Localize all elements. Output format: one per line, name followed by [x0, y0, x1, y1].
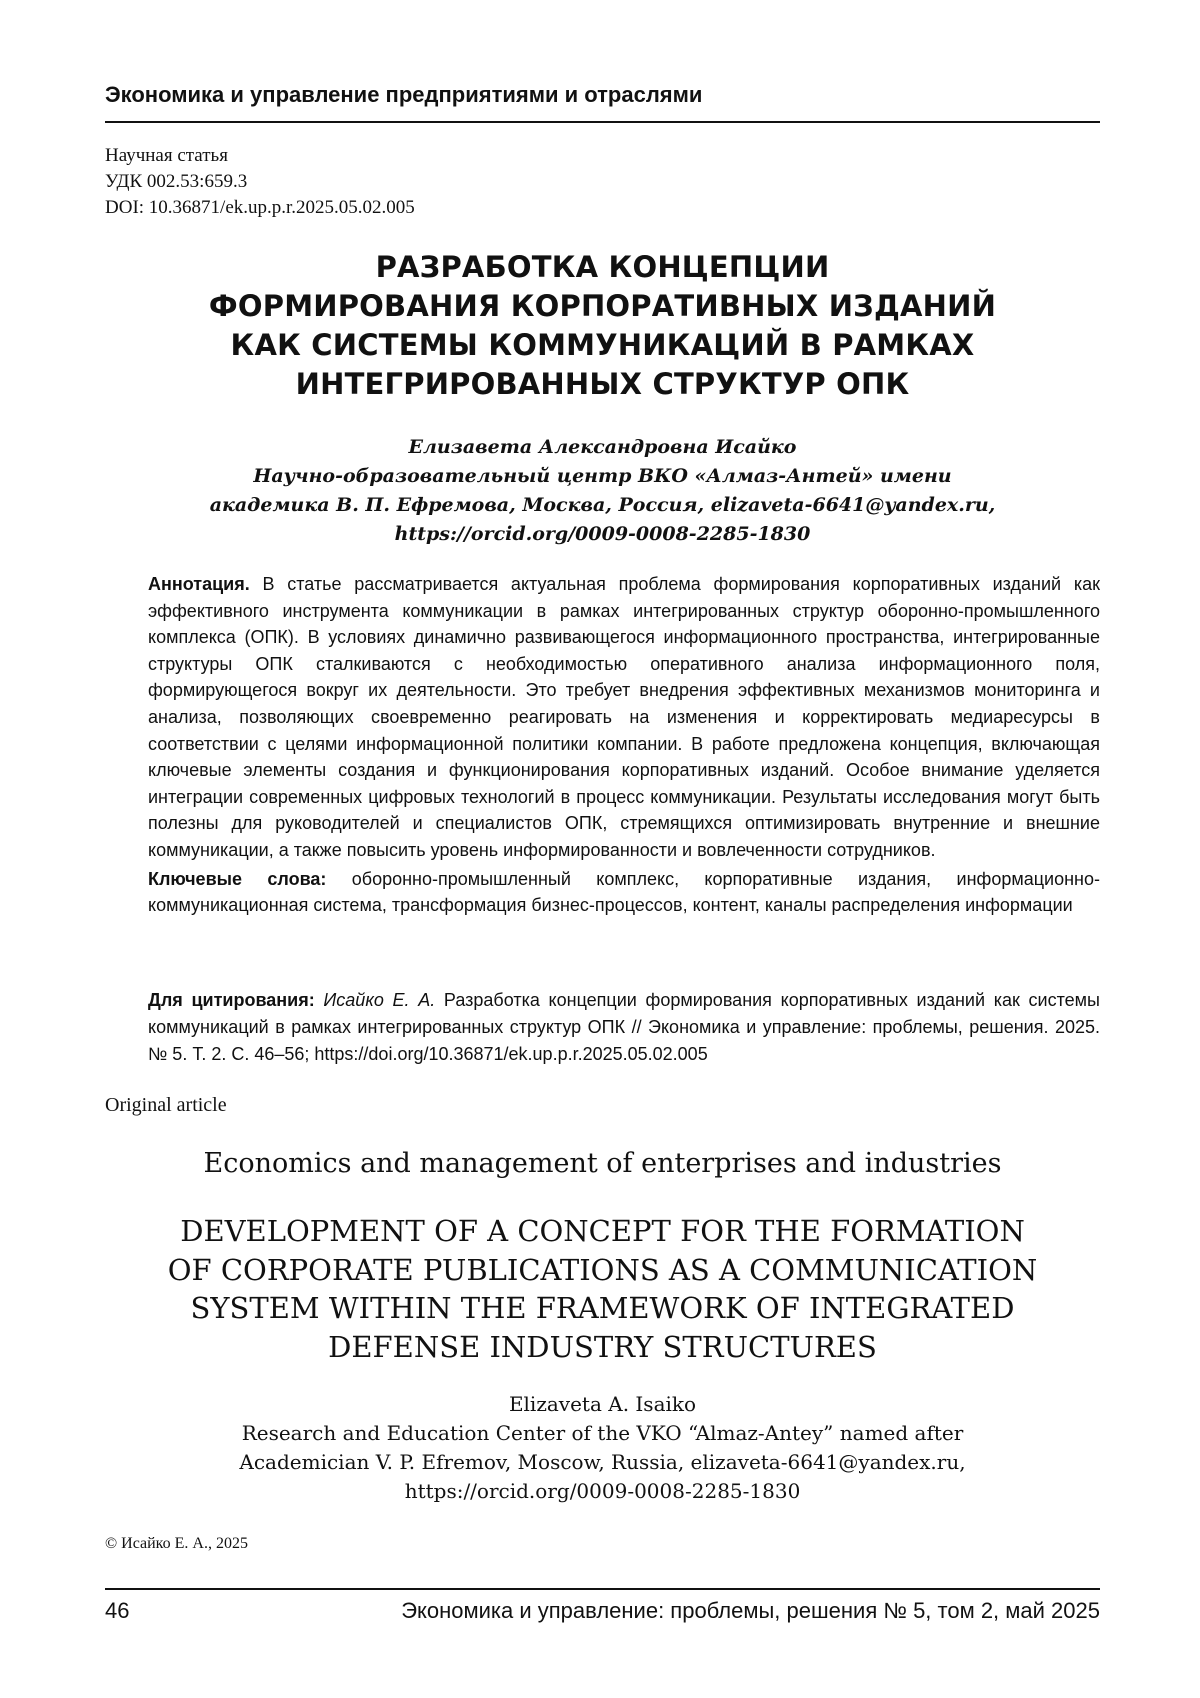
- abstract-text: В статье рассматривается актуальная проблема формирования корпоративных изданий как эффективного инструмента коммуникации в рамках интегрированных структур оборонно-промышленного комплекса (ОПК). В условиях динамично развивающегося информационного пространства, интегрированные структуры ОПК сталкиваются с необходимостью оперативного анализа информационного поля, формирующегося вокруг их деятельности. Это требует внедрения эффективных механизмов мониторинга и анализа, позволяющих своевременно реагировать на изменения и корректировать медиаресурсы в соответствии с целями информационной политики компании. В работе предложена концепция, включающая ключевые элементы создания и функционирования корпоративных изданий. Особое внимание уделяется интеграции современных цифровых технологий в процесс коммуникации. Результаты исследования могут быть полезны для руководителей и специалистов ОПК, стремящихся оптимизировать внутренние и внешние коммуникации, а также повысить уровень информированности и вовлеченности сотрудников.: [148, 574, 1100, 860]
- article-title-ru: [105, 248, 1100, 404]
- title-line: ИНТЕГРИРОВАННЫХ СТРУКТУР ОПК: [105, 365, 1100, 404]
- udc-code: УДК 002.53:659.3: [105, 169, 415, 195]
- footer-rule: [105, 1588, 1100, 1590]
- article-type: Научная статья: [105, 143, 415, 169]
- abstract-label: Аннотация.: [148, 574, 250, 594]
- header-rule: [105, 121, 1100, 123]
- author-orcid: https://orcid.org/0009-0008-2285-1830: [105, 520, 1100, 549]
- author-orcid: https://orcid.org/0009-0008-2285-1830: [105, 1477, 1100, 1506]
- page-number: 46: [105, 1598, 129, 1624]
- title-line: РАЗРАБОТКА КОНЦЕПЦИИ: [105, 248, 1100, 287]
- author-affiliation: академика В. П. Ефремова, Москва, Россия, elizaveta-6641@yandex.ru,: [105, 491, 1100, 520]
- copyright-notice: © Исайко Е. А., 2025: [105, 1535, 248, 1553]
- abstract-block: [148, 571, 1100, 919]
- citation-author: Исайко Е. А.: [323, 990, 435, 1010]
- title-line: DEVELOPMENT OF A CONCEPT FOR THE FORMATION: [105, 1212, 1100, 1251]
- citation-label: Для цитирования:: [148, 990, 315, 1010]
- journal-issue: Экономика и управление: проблемы, решения № 5, том 2, май 2025: [401, 1598, 1100, 1624]
- doi: DOI: 10.36871/ek.up.p.r.2025.05.02.005: [105, 195, 415, 221]
- author-affiliation: Research and Education Center of the VKO “Almaz-Antey” named after: [105, 1419, 1100, 1448]
- title-line: OF CORPORATE PUBLICATIONS AS A COMMUNICATION: [105, 1251, 1100, 1290]
- author-name: Елизавета Александровна Исайко: [105, 433, 1100, 462]
- author-block-ru: [105, 433, 1100, 549]
- citation-block: [148, 987, 1100, 1068]
- article-title-en: [105, 1212, 1100, 1366]
- journal-page: [0, 0, 1200, 1698]
- title-line: SYSTEM WITHIN THE FRAMEWORK OF INTEGRATED: [105, 1289, 1100, 1328]
- keywords-paragraph: [148, 866, 1100, 919]
- keywords-text: оборонно-промышленный комплекс, корпоративные издания, информационно-коммуникационная система, трансформация бизнес-процессов, контент, каналы распределения информации: [148, 869, 1100, 916]
- citation-text: Разработка концепции формирования корпоративных изданий как системы коммуникаций в рамках интегрированных структур ОПК // Экономика и управление: проблемы, решения. 2025. № 5. Т. 2. С. 46–56; https://doi.org/10.36871/ek.up.p.r.2025.05.02.005: [148, 990, 1100, 1064]
- journal-rubric-en: Economics and management of enterprises and industries: [105, 1148, 1100, 1179]
- author-name: Elizaveta A. Isaiko: [105, 1390, 1100, 1419]
- author-affiliation: Научно-образовательный центр ВКО «Алмаз-Антей» имени: [105, 462, 1100, 491]
- article-meta: [105, 143, 415, 221]
- article-type-en: Original article: [105, 1094, 227, 1117]
- author-affiliation: Academician V. P. Efremov, Moscow, Russia, elizaveta-6641@yandex.ru,: [105, 1448, 1100, 1477]
- title-line: ФОРМИРОВАНИЯ КОРПОРАТИВНЫХ ИЗДАНИЙ: [105, 287, 1100, 326]
- title-line: КАК СИСТЕМЫ КОММУНИКАЦИЙ В РАМКАХ: [105, 326, 1100, 365]
- author-block-en: [105, 1390, 1100, 1506]
- journal-rubric-header: Экономика и управление предприятиями и отраслями: [105, 82, 1100, 108]
- keywords-label: Ключевые слова:: [148, 869, 326, 889]
- title-line: DEFENSE INDUSTRY STRUCTURES: [105, 1328, 1100, 1367]
- abstract-paragraph: [148, 571, 1100, 864]
